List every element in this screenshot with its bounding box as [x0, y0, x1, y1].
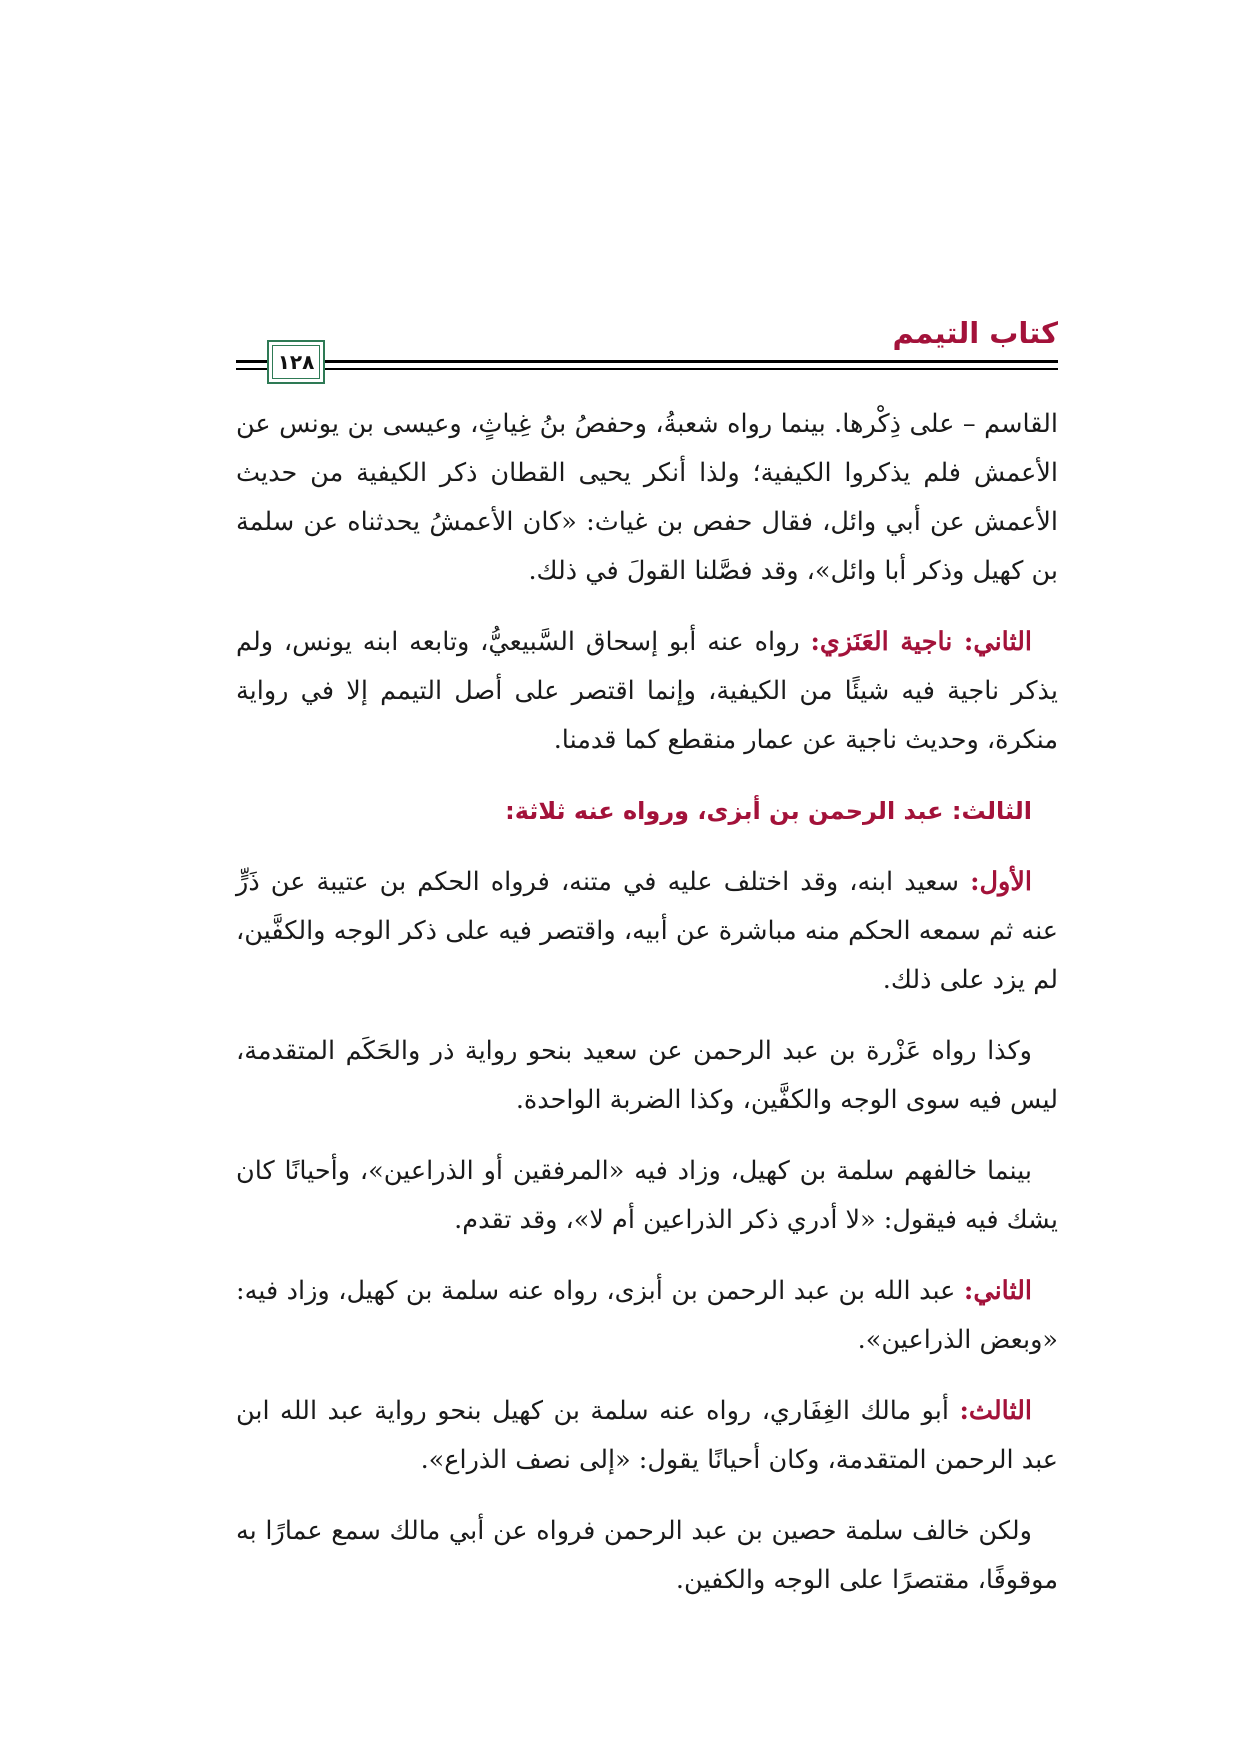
paragraph-text: بينما خالفهم سلمة بن كهيل، وزاد فيه «المرفقين أو الذراعين»، وأحيانًا كان يشك فيه فيقول: «لا أدري ذكر الذراعين أم لا»، وقد تقدم.: [236, 1156, 1058, 1235]
heading-text: الثالث: عبد الرحمن بن أبزى، ورواه عنه ثلاثة:: [505, 797, 1032, 825]
page-number: ١٢٨: [277, 350, 315, 374]
chapter-title: كتاب التيمم: [892, 316, 1058, 350]
paragraph-text: سعيد ابنه، وقد اختلف عليه في متنه، فرواه الحكم بن عتيبة عن ذَرٍّ عنه ثم سمعه الحكم منه مباشرة عن أبيه، واقتصر فيه على ذكر الوجه والكفَّين، لم يزد على ذلك.: [236, 867, 1058, 995]
paragraph-text: وكذا رواه عَزْرة بن عبد الرحمن عن سعيد بنحو رواية ذر والحَكَم المتقدمة، ليس فيه سوى الوجه والكفَّين، وكذا الضربة الواحدة.: [236, 1036, 1058, 1115]
paragraph-text: رواه عنه أبو إسحاق السَّبيعيُّ، وتابعه ابنه يونس، ولم يذكر ناجية فيه شيئًا من الكيفية، وإنما اقتصر على أصل التيمم إلا في رواية منكرة، وحديث ناجية عن عمار منقطع كما قدمنا.: [236, 627, 1058, 755]
paragraph-5: [236, 1147, 1058, 1245]
paragraph-3: [236, 858, 1058, 1005]
paragraph-text: عبد الله بن عبد الرحمن بن أبزى، رواه عنه سلمة بن كهيل، وزاد فيه: «وبعض الذراعين».: [236, 1276, 1058, 1355]
paragraph-lead: الأول:: [970, 867, 1032, 897]
paragraph-text: ولكن خالف سلمة حصين بن عبد الرحمن فرواه عن أبي مالك سمع عمارًا به موقوفًا، مقتصرًا على الوجه والكفين.: [236, 1516, 1058, 1595]
paragraph-8: [236, 1507, 1058, 1605]
section-heading: [236, 787, 1058, 836]
paragraph-6: [236, 1267, 1058, 1365]
paragraph-lead: الثالث:: [959, 1396, 1032, 1426]
paragraph-text: أبو مالك الغِفَاري، رواه عنه سلمة بن كهيل بنحو رواية عبد الله ابن عبد الرحمن المتقدمة، وكان أحيانًا يقول: «إلى نصف الذراع».: [236, 1396, 1058, 1475]
page-body: [236, 400, 1058, 1627]
paragraph-lead: الثاني: ناجية العَنَزي:: [810, 627, 1032, 657]
paragraph-1: [236, 400, 1058, 596]
page-number-frame: [267, 340, 325, 384]
paragraph-2: [236, 618, 1058, 765]
paragraph-4: [236, 1027, 1058, 1125]
paragraph-text: القاسم – على ذِكْرها. بينما رواه شعبةُ، وحفصُ بنُ غِياثٍ، وعيسى بن يونس عن الأعمش فلم يذكروا الكيفية؛ ولذا أنكر يحيى القطان ذكر الكيفية من حديث الأعمش عن أبي وائل، فقال حفص بن غياث: «كان الأعمشُ يحدثناه عن سلمة بن كهيل وذكر أبا وائل»، وقد فصَّلنا القولَ في ذلك.: [236, 409, 1058, 586]
header-rule: [236, 360, 1058, 363]
paragraph-7: [236, 1387, 1058, 1485]
header-rule-secondary: [236, 368, 1058, 370]
paragraph-lead: الثاني:: [963, 1276, 1032, 1306]
page-header: [236, 316, 1058, 390]
